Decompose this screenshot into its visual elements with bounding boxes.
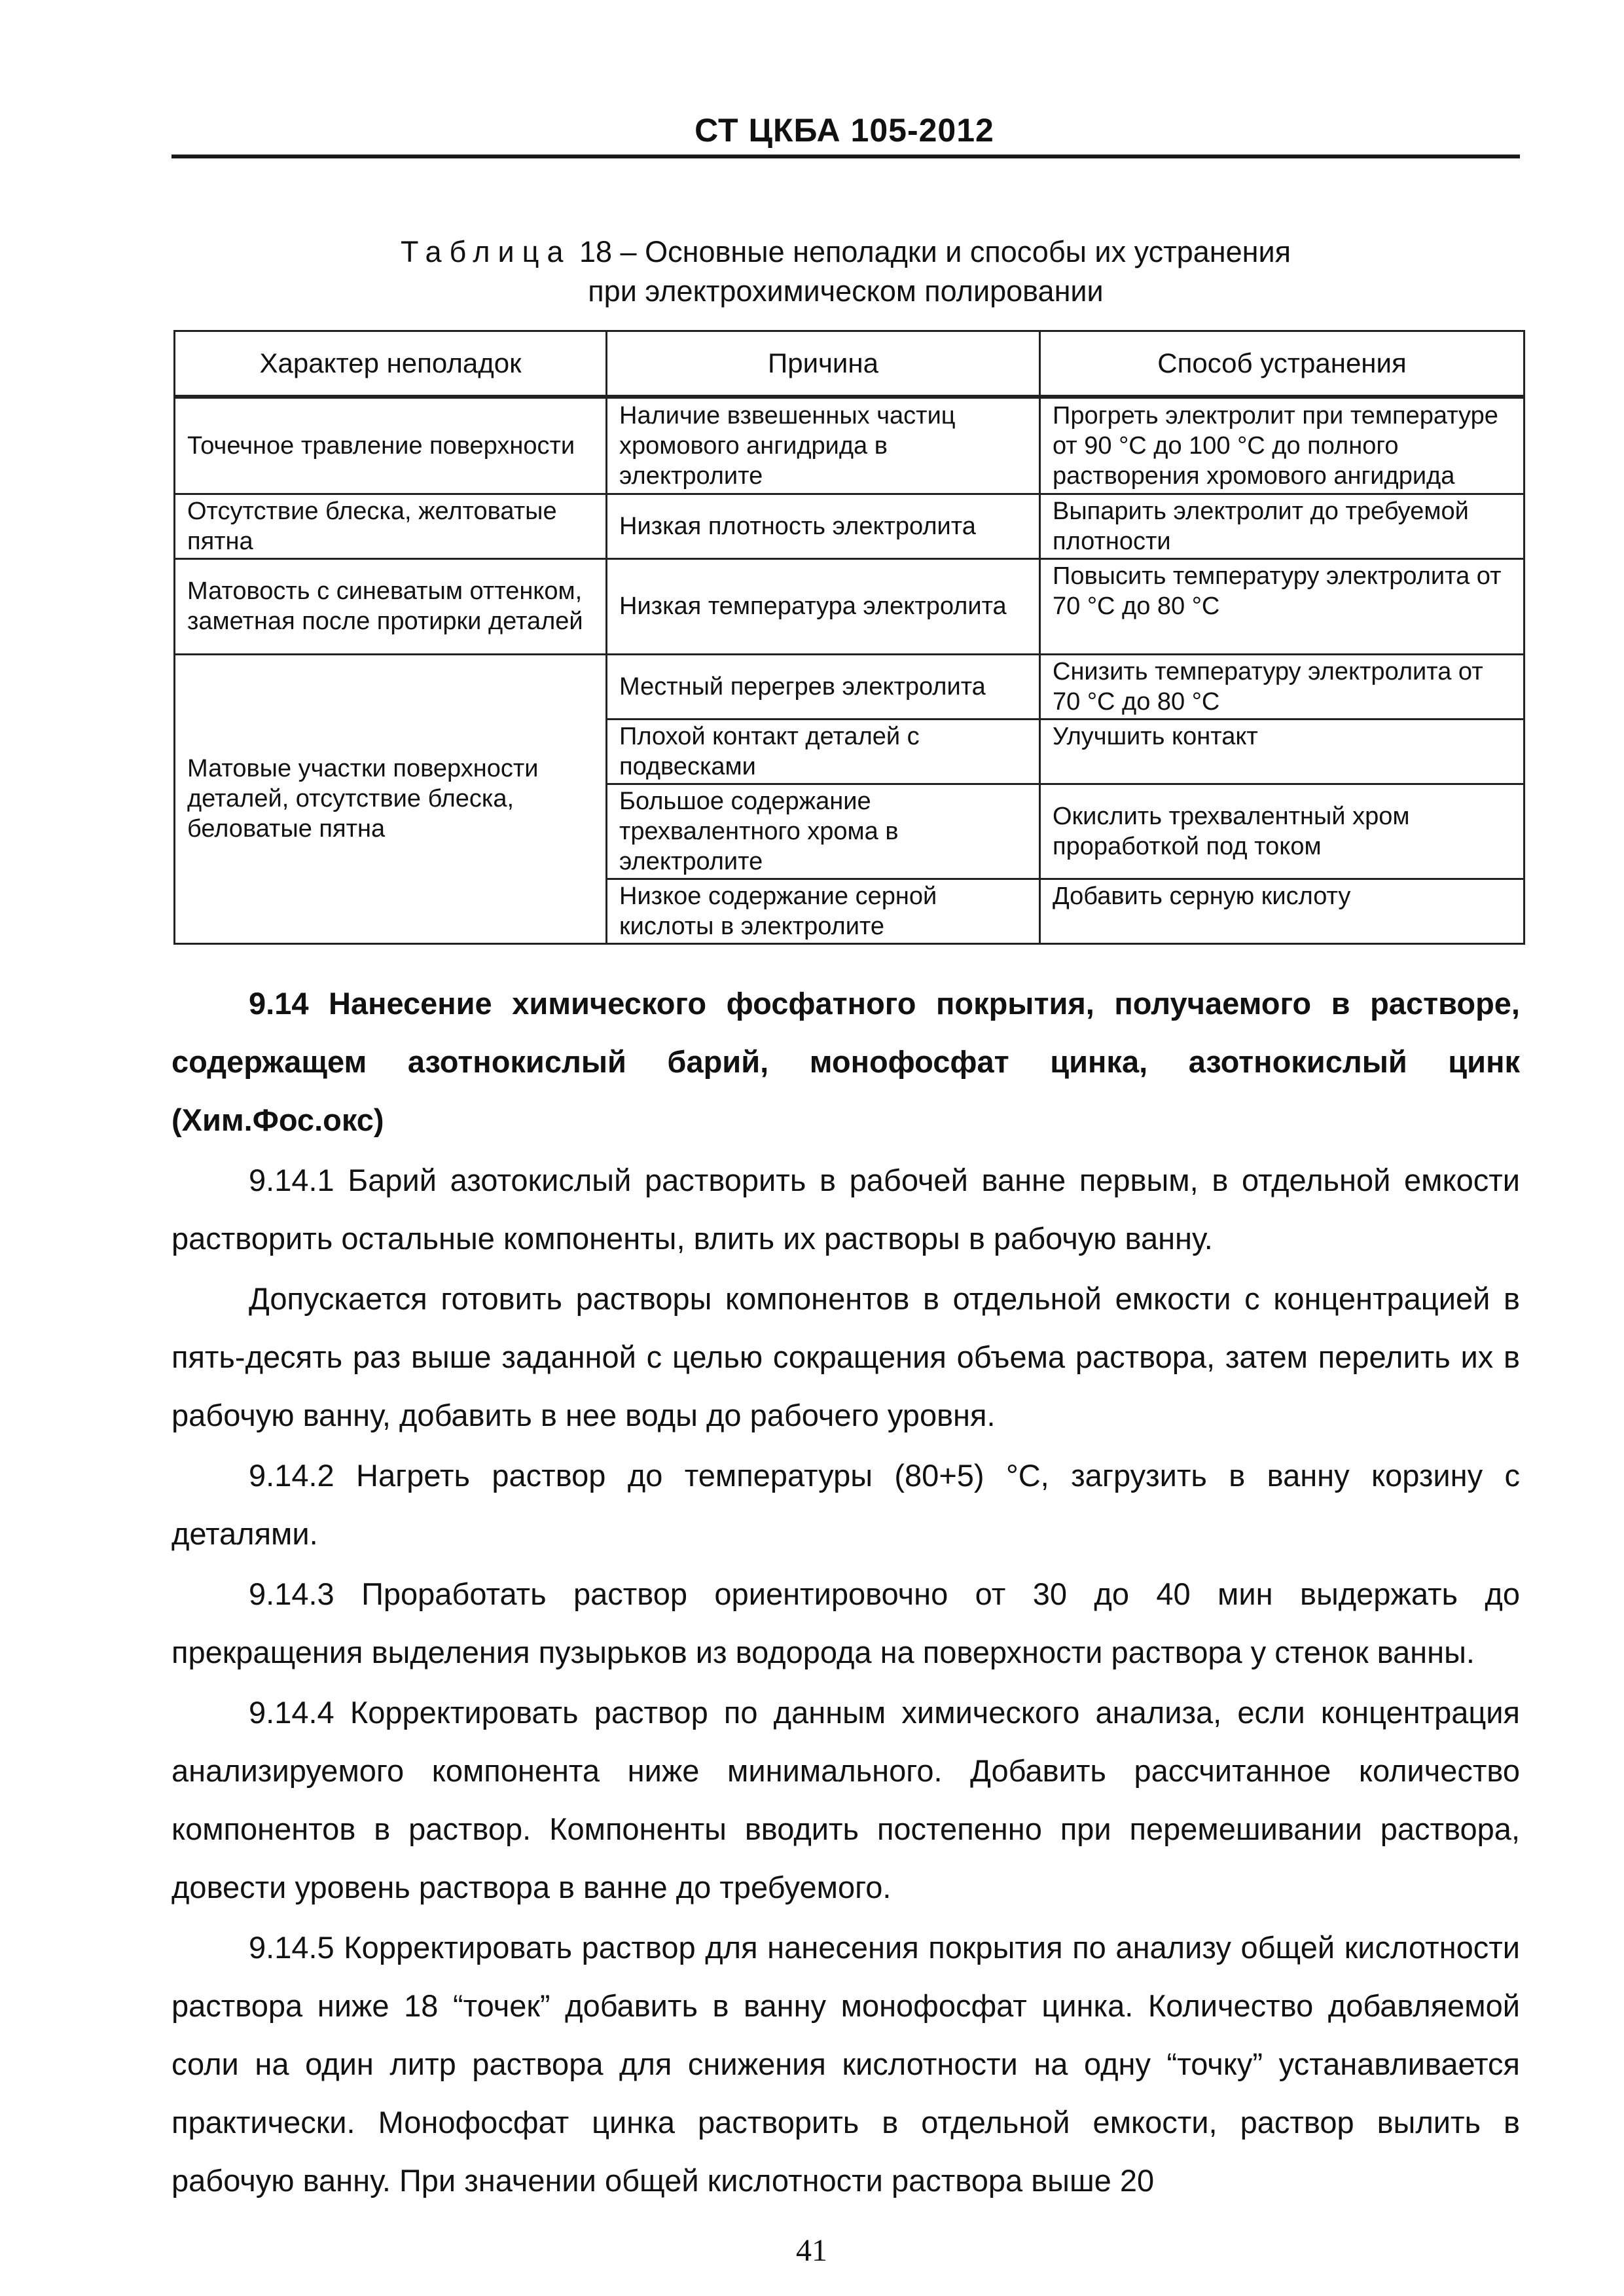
- column-header-remedy: Способ устранения: [1040, 331, 1525, 397]
- paragraph: 9.14.5 Корректировать раствор для нанесения покрытия по анализу общей кислотности раствора ниже 18 “точек” добавить в ванну монофосфат цинка. Количество добавляемой соли на один литр раствора для снижения кислотности на одну “точку” устанавливается практически. Монофосфат цинка растворить в отдельной емкости, раствор вылить в рабочую ванну. При значении общей кислотности раствора выше 20: [171, 1930, 1520, 2198]
- defect-cell: Матовые участки поверхности деталей, отсутствие блеска, беловатые пятна: [175, 654, 607, 943]
- remedy-cell: Улучшить контакт: [1040, 719, 1525, 784]
- cause-cell: Плохой контакт деталей с подвесками: [607, 719, 1040, 784]
- cause-cell: Низкое содержание серной кислоты в электролите: [607, 879, 1040, 943]
- cause-cell: Низкая температура электролита: [607, 558, 1040, 654]
- table-row: [175, 654, 1525, 719]
- table-row: [175, 558, 1525, 654]
- section-body: [171, 974, 1520, 2212]
- remedy-cell: Повысить температуру электролита от 70 °С до 80 °С: [1040, 558, 1525, 654]
- paragraph: 9.14.1 Барий азотокислый растворить в рабочей ванне первым, в отдельной емкости растворить остальные компоненты, влить их растворы в рабочую ванну.: [171, 1163, 1520, 1256]
- column-header-cause: Причина: [607, 331, 1040, 397]
- remedy-cell: Снизить температуру электролита от 70 °С до 80 °С: [1040, 654, 1525, 719]
- defect-cell: Матовость с синеватым оттенком, заметная после протирки деталей: [175, 558, 607, 654]
- remedy-cell: Прогреть электролит при температуре от 90 °С до 100 °С до полного растворения хромового ангидрида: [1040, 397, 1525, 494]
- cause-cell: Местный перегрев электролита: [607, 654, 1040, 719]
- header-rule: [171, 155, 1520, 158]
- defect-cell: Отсутствие блеска, желтоватые пятна: [175, 494, 607, 558]
- defect-cell: Точечное травление поверхности: [175, 397, 607, 494]
- paragraph: 9.14.2 Нагреть раствор до температуры (80+5) °С, загрузить в ванну корзину с деталями.: [171, 1458, 1520, 1551]
- section-heading: 9.14 Нанесение химического фосфатного покрытия, получаемого в растворе, содержащем азотнокислый барий, монофосфат цинка, азотнокислый цинк (Хим.Фос.окс): [171, 986, 1520, 1137]
- table-row: [175, 494, 1525, 558]
- page-number: 41: [796, 2233, 827, 2268]
- document-code-header: СТ ЦКБА 105-2012: [695, 112, 994, 149]
- remedy-cell: Добавить серную кислоту: [1040, 879, 1525, 943]
- table-caption-label: Таблица: [401, 235, 571, 268]
- defects-table: [173, 330, 1525, 945]
- table-caption-title: 18 – Основные неполадки и способы их устранения: [579, 235, 1291, 268]
- paragraph: Допускается готовить растворы компонентов в отдельной емкости с концентрацией в пять-десять раз выше заданной с целью сокращения объема раствора, затем перелить их в рабочую ванну, добавить в нее воды до рабочего уровня.: [171, 1281, 1520, 1432]
- table-header-row: [175, 331, 1525, 397]
- table-row: [175, 397, 1525, 494]
- cause-cell: Наличие взвешенных частиц хромового ангидрида в электролите: [607, 397, 1040, 494]
- remedy-cell: Выпарить электролит до требуемой плотности: [1040, 494, 1525, 558]
- paragraph: 9.14.4 Корректировать раствор по данным химического анализа, если концентрация анализируемого компонента ниже минимального. Добавить рассчитанное количество компонентов в раствор. Компоненты вводить постепенно при перемешивании раствора, довести уровень раствора в ванне до требуемого.: [171, 1695, 1520, 1904]
- cause-cell: Большое содержание трехвалентного хрома в электролите: [607, 784, 1040, 879]
- table-caption-line-2: при электрохимическом полировании: [588, 274, 1104, 308]
- column-header-defect: Характер неполадок: [175, 331, 607, 397]
- remedy-cell: Окислить трехвалентный хром проработкой под током: [1040, 784, 1525, 879]
- table-caption-line-1: [171, 234, 1520, 270]
- paragraph: 9.14.3 Проработать раствор ориентировочно от 30 до 40 мин выдержать до прекращения выделения пузырьков из водорода на поверхности раствора у стенок ванны.: [171, 1576, 1520, 1669]
- cause-cell: Низкая плотность электролита: [607, 494, 1040, 558]
